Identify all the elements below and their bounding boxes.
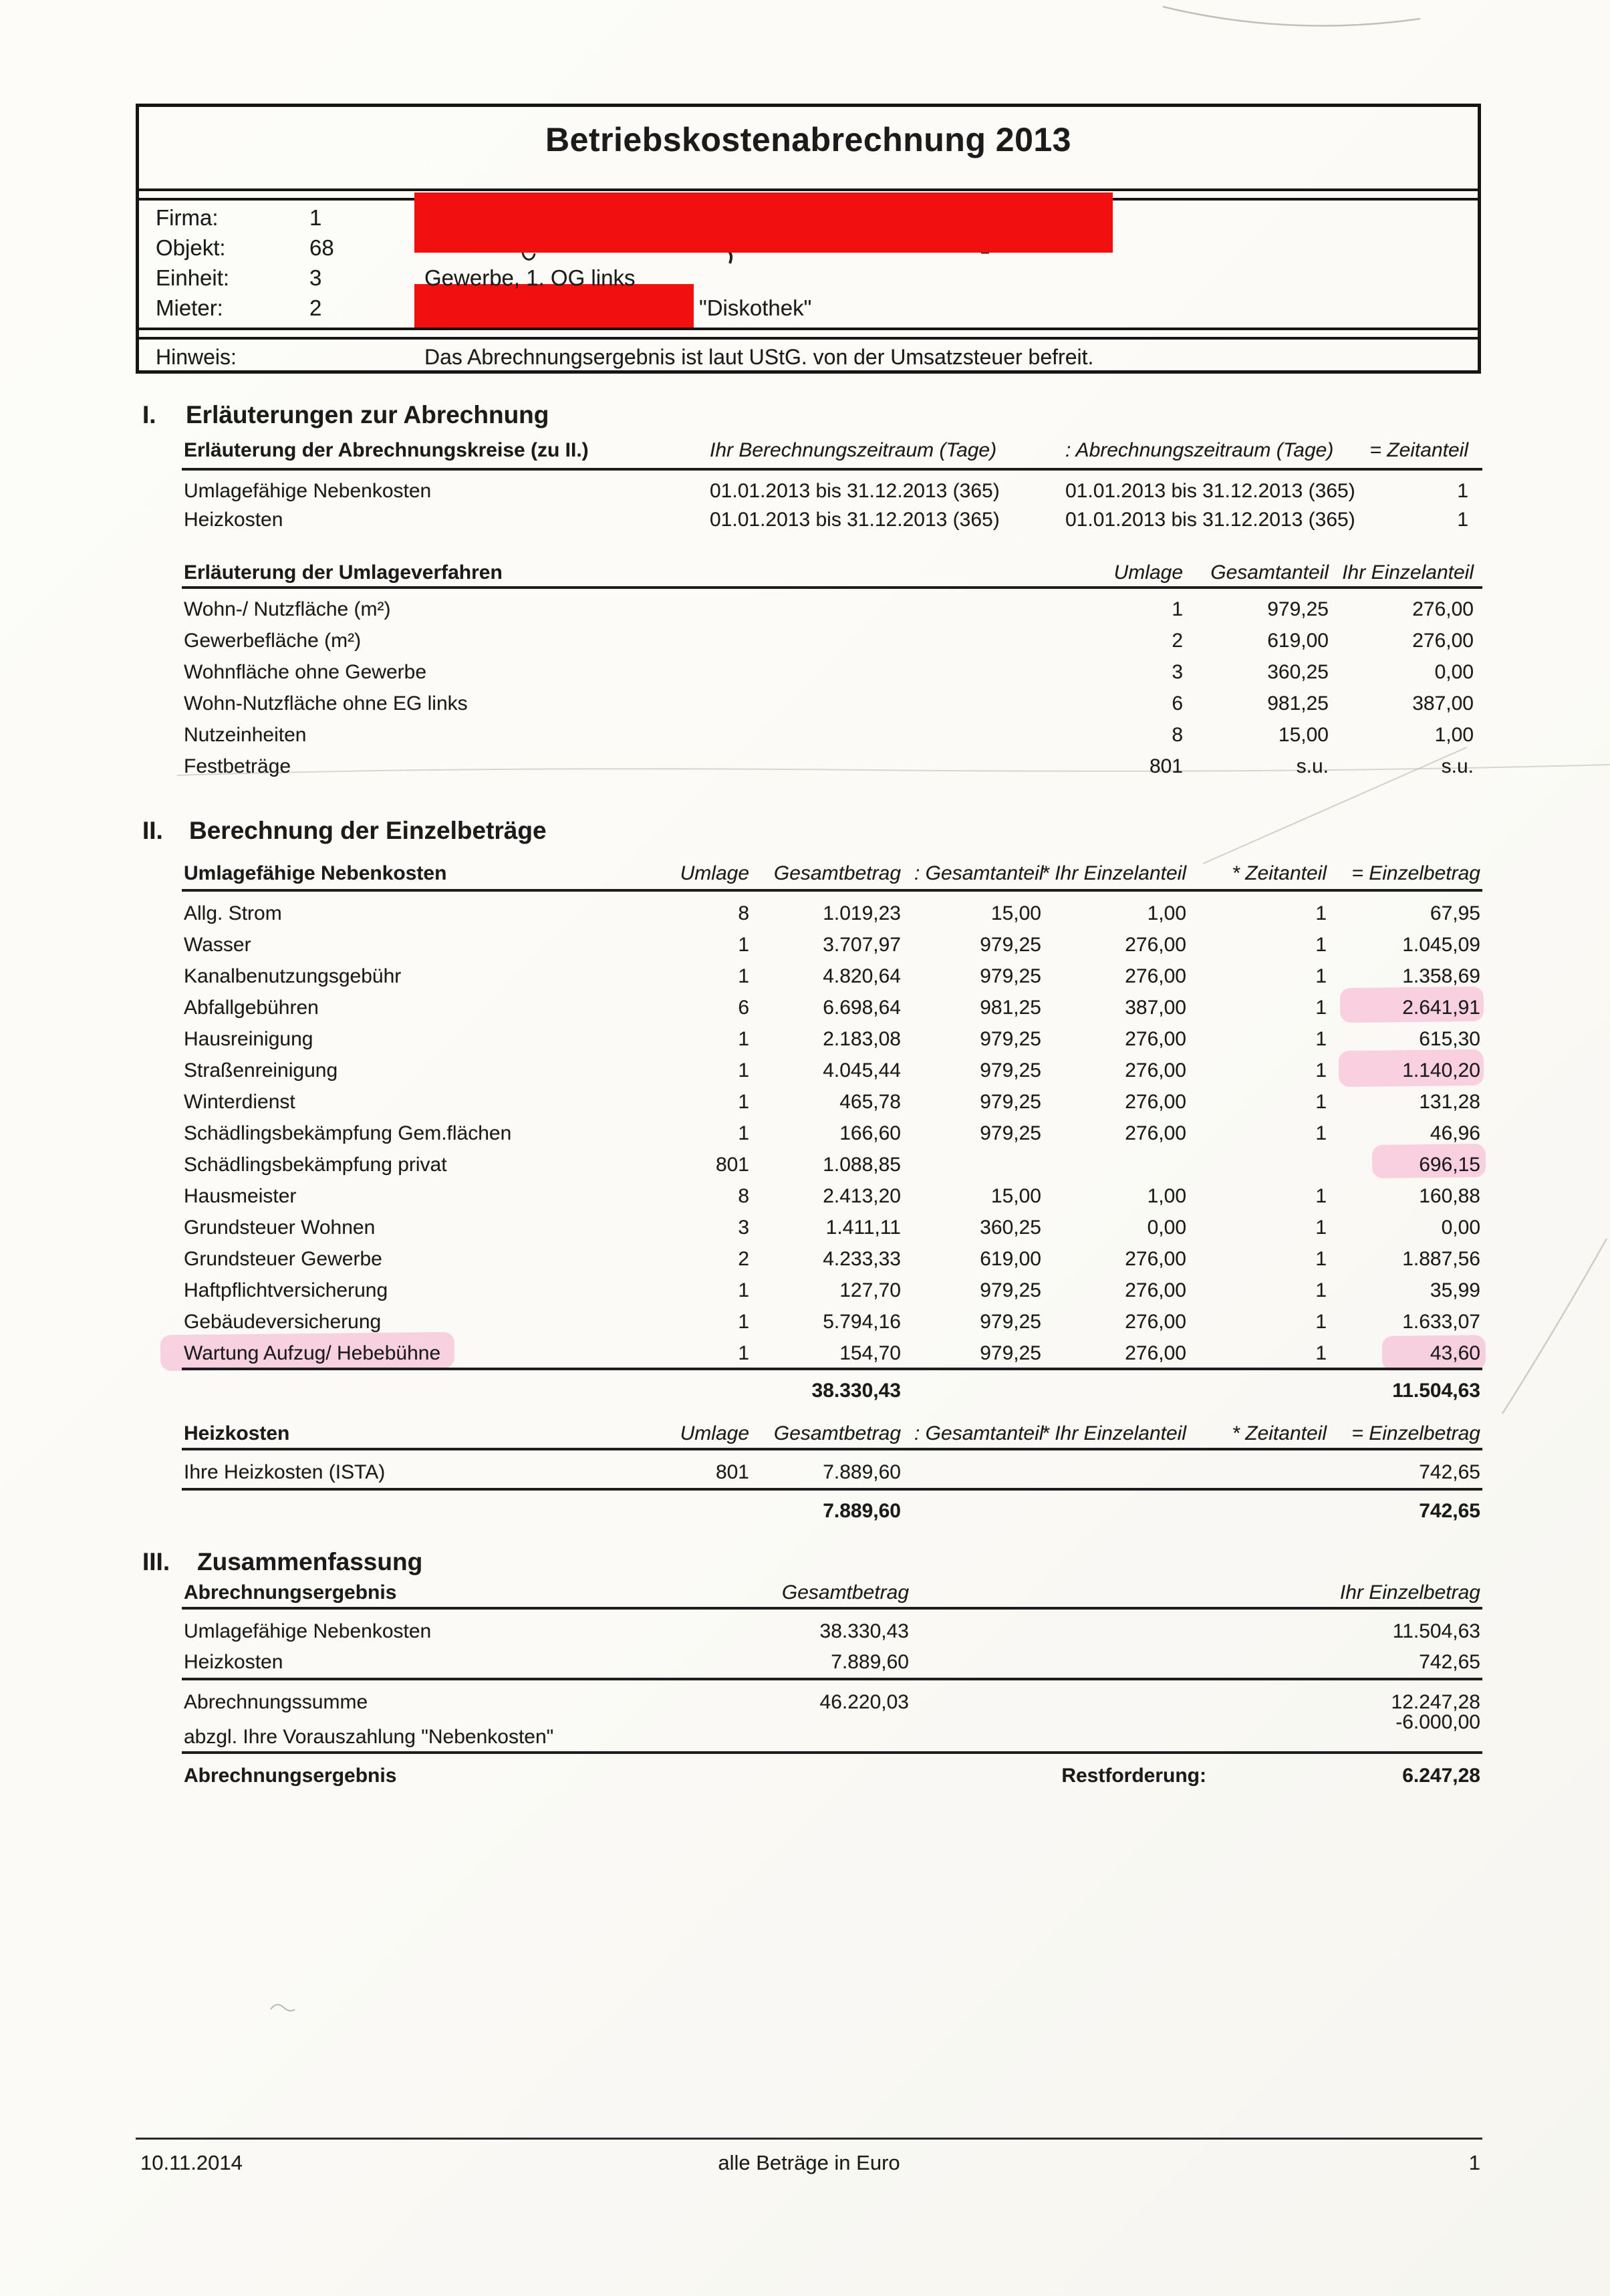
column-header: : Gesamtanteil (914, 1422, 1044, 1444)
document-title: Betriebskostenabrechnung 2013 (545, 121, 1071, 158)
footer-rule (136, 2138, 1482, 2140)
cell-einzelanteil: 1,00 (1147, 1185, 1186, 1207)
column-header: Ihr Einzelanteil (1342, 561, 1474, 584)
paper-crease-horizontal (177, 765, 1610, 775)
row-label: Umlagefähige Nebenkosten (184, 480, 432, 502)
cell-einzelanteil: 276,00 (1125, 934, 1186, 956)
row-label: Grundsteuer Gewerbe (184, 1248, 382, 1270)
column-header: Heizkosten (184, 1422, 290, 1444)
cell-einzelbetrag: 160,88 (1419, 1185, 1480, 1207)
cell-umlage: 1 (738, 1028, 749, 1050)
row-label: Grundsteuer Wohnen (184, 1217, 376, 1239)
cell-einzelanteil: 387,00 (1412, 692, 1474, 715)
footer-page-number: 1 (1468, 2151, 1480, 2174)
cell-einzelanteil: 276,00 (1125, 1028, 1186, 1050)
cell-einzelbetrag: 0,00 (1441, 1217, 1480, 1239)
paper-crease-right (1502, 1239, 1607, 1414)
cell-zeitraum: 01.01.2013 bis 31.12.2013 (365) (710, 480, 1000, 502)
row-label: Schädlingsbekämpfung privat (184, 1154, 447, 1176)
cell-zeitanteil: 1 (1315, 934, 1327, 956)
table-rule (182, 889, 1482, 892)
cell-einzelanteil: 387,00 (1125, 997, 1186, 1019)
cell-gesamtbetrag: 7.889,60 (823, 1461, 901, 1483)
result-label: Abrechnungsergebnis (184, 1765, 397, 1787)
column-header: Erläuterung der Umlageverfahren (184, 561, 503, 584)
cell-zeitanteil: 1 (1315, 1279, 1327, 1301)
cell-einzelbetrag: 131,28 (1419, 1091, 1480, 1113)
cell-gesamtbetrag: 6.698,64 (823, 997, 901, 1019)
cell-gesamtanteil: s.u. (1296, 755, 1329, 777)
cell-gesamtbetrag: 38.330,43 (819, 1620, 909, 1642)
row-label: Heizkosten (184, 509, 283, 531)
info-description: Gewerbe, 1. OG links (424, 265, 636, 290)
column-header: Umlagefähige Nebenkosten (184, 862, 447, 884)
cell-gesamtbetrag: 4.820,64 (823, 965, 901, 987)
footer-note: alle Beträge in Euro (718, 2151, 900, 2174)
cell-umlage: 1 (738, 1279, 749, 1301)
column-header: : Abrechnungszeitraum (Tage) (1065, 439, 1334, 461)
cell-einzelanteil: 276,00 (1125, 965, 1186, 987)
column-header: = Einzelbetrag (1351, 1422, 1480, 1444)
table-rule (182, 1751, 1482, 1754)
column-header: Ihr Einzelbetrag (1339, 1581, 1480, 1604)
cell-einzelanteil: 276,00 (1125, 1311, 1186, 1333)
table-rule (182, 1678, 1482, 1680)
cell-zeitanteil: 1 (1457, 480, 1468, 502)
cell-gesamtanteil: 979,25 (980, 1311, 1041, 1333)
info-value: 1 (309, 205, 322, 230)
column-header: * Zeitanteil (1232, 1422, 1327, 1444)
scanner-edge-curve (1163, 7, 1420, 26)
cell-zeitanteil: 1 (1315, 1091, 1327, 1113)
row-label: Wohn-Nutzfläche ohne EG links (184, 692, 468, 715)
cell-zeitanteil: 1 (1315, 1248, 1327, 1270)
column-header: Gesamtanteil (1210, 561, 1329, 584)
cell-zeitanteil: 1 (1315, 1028, 1327, 1050)
document-header-box (136, 104, 1481, 374)
cell-gesamtanteil: 981,25 (980, 997, 1041, 1019)
table-rule (182, 468, 1482, 471)
info-label: Firma: (156, 205, 219, 230)
column-header: = Einzelbetrag (1351, 862, 1480, 884)
total-gesamtbetrag: 38.330,43 (811, 1380, 901, 1402)
row-label: Wohnfläche ohne Gewerbe (184, 661, 427, 683)
cell-gesamtbetrag: 3.707,97 (823, 934, 901, 956)
cell-einzelanteil: 0,00 (1147, 1217, 1186, 1239)
table-rule (182, 1368, 1482, 1370)
column-header: Abrechnungsergebnis (184, 1581, 397, 1604)
row-label: Heizkosten (184, 1651, 283, 1673)
cell-einzelanteil: 276,00 (1125, 1059, 1186, 1081)
column-header: Gesamtbetrag (781, 1581, 909, 1604)
table-rule (182, 1448, 1482, 1450)
column-header: Umlage (1113, 561, 1183, 584)
section-title: Erläuterungen zur Abrechnung (186, 401, 549, 428)
cell-zeitanteil: 1 (1315, 1342, 1327, 1364)
cell-zeitanteil: 1 (1315, 1311, 1327, 1333)
cell-gesamtanteil: 979,25 (980, 1059, 1041, 1081)
redaction-bar-large (414, 193, 1113, 253)
column-header: Umlage (680, 1422, 749, 1444)
cell-gesamtanteil: 979,25 (980, 1342, 1041, 1364)
divider-line (138, 337, 1478, 340)
cell-umlage: 1 (738, 965, 749, 987)
table-rule (182, 586, 1482, 589)
cell-umlage: 801 (715, 1461, 749, 1483)
cell-einzelanteil: 0,00 (1434, 661, 1474, 683)
cell-einzelanteil: 1,00 (1434, 724, 1474, 746)
cell-einzelanteil: 276,00 (1125, 1342, 1186, 1364)
cell-umlage: 6 (1172, 692, 1183, 715)
cell-gesamtbetrag: 46.220,03 (819, 1691, 909, 1713)
footer-date: 10.11.2014 (140, 2151, 243, 2174)
row-label: Nutzeinheiten (184, 724, 307, 746)
cell-zeitanteil: 1 (1315, 1059, 1327, 1081)
cell-zeitanteil: 1 (1315, 997, 1327, 1019)
cell-gesamtbetrag: 1.088,85 (823, 1154, 901, 1176)
column-header: Umlage (680, 862, 749, 884)
cell-einzelbetrag: 1.358,69 (1402, 965, 1480, 987)
table-rule (182, 1607, 1482, 1610)
cell-gesamtbetrag: 4.233,33 (823, 1248, 901, 1270)
column-header: : Gesamtanteil (914, 862, 1044, 884)
cell-einzelanteil: 276,00 (1412, 598, 1474, 620)
section-numeral: I. (142, 401, 156, 428)
cell-einzelbetrag: 12.247,28 (1391, 1691, 1480, 1713)
info-label: Objekt: (156, 235, 226, 260)
row-label: Gewerbefläche (m²) (184, 630, 362, 652)
cell-gesamtanteil: 15,00 (990, 1185, 1041, 1207)
cell-umlage: 1 (738, 1342, 749, 1364)
cell-umlage: 8 (738, 902, 749, 924)
cell-einzelbetrag: 11.504,63 (1392, 1620, 1480, 1642)
total-einzelbetrag: 11.504,63 (1392, 1380, 1480, 1402)
cell-gesamtbetrag: 4.045,44 (823, 1059, 901, 1081)
cell-gesamtanteil: 360,25 (1267, 661, 1329, 683)
cell-zeitanteil: 1 (1315, 1185, 1327, 1207)
row-label: Wohn-/ Nutzfläche (m²) (184, 598, 391, 620)
cell-gesamtanteil: 979,25 (980, 1122, 1041, 1144)
cell-gesamtanteil: 979,25 (980, 934, 1041, 956)
cell-einzelbetrag: 742,65 (1419, 1651, 1480, 1673)
cell-umlage: 1 (738, 1311, 749, 1333)
cell-umlage: 801 (715, 1154, 749, 1176)
cell-umlage: 2 (1172, 630, 1183, 652)
row-label: Straßenreinigung (184, 1059, 338, 1081)
column-header: Ihr Berechnungszeitraum (Tage) (710, 439, 997, 461)
row-label: Umlagefähige Nebenkosten (184, 1620, 432, 1642)
cell-zeitanteil: 1 (1457, 509, 1468, 531)
row-label: Hausreinigung (184, 1028, 313, 1050)
cell-gesamtbetrag: 127,70 (839, 1279, 901, 1301)
cell-einzelbetrag: 1.633,07 (1402, 1311, 1480, 1333)
row-label: abzgl. Ihre Vorauszahlung "Nebenkosten" (184, 1726, 554, 1748)
cell-zeitanteil: 1 (1315, 1122, 1327, 1144)
row-label: Gebäudeversicherung (184, 1311, 382, 1333)
row-label: Hausmeister (184, 1185, 297, 1207)
column-header: Gesamtbetrag (773, 862, 901, 884)
cell-einzelbetrag: 742,65 (1419, 1461, 1480, 1483)
info-value: 68 (309, 235, 334, 260)
row-label: Allg. Strom (184, 902, 282, 924)
cell-gesamtanteil: 360,25 (980, 1217, 1041, 1239)
cell-zeitraum: 01.01.2013 bis 31.12.2013 (365) (710, 509, 1000, 531)
section-numeral: II. (142, 817, 163, 844)
cell-einzelanteil: s.u. (1441, 755, 1474, 777)
pencil-squiggle (271, 2005, 295, 2011)
info-label: Mieter: (156, 295, 223, 320)
cell-einzelanteil: 276,00 (1125, 1122, 1186, 1144)
cell-einzelbetrag: 2.641,91 (1402, 997, 1480, 1019)
cell-umlage: 3 (1172, 661, 1183, 683)
cell-umlage: 8 (738, 1185, 749, 1207)
cell-einzelbetrag: 1.045,09 (1402, 934, 1480, 956)
cell-gesamtbetrag: 7.889,60 (831, 1651, 909, 1673)
cell-gesamtbetrag: 166,60 (839, 1122, 901, 1144)
row-label: Wartung Aufzug/ Hebebühne (184, 1342, 441, 1364)
cell-zeitanteil: 1 (1315, 965, 1327, 987)
cell-umlage: 1 (1172, 598, 1183, 620)
cell-einzelanteil: 276,00 (1125, 1091, 1186, 1113)
cell-einzelbetrag: 1.140,20 (1402, 1059, 1480, 1081)
row-label: Abrechnungssumme (184, 1691, 368, 1713)
cell-umlage: 1 (738, 1059, 749, 1081)
paper-crease-diagonal (1203, 747, 1467, 864)
cell-umlage: 1 (738, 1122, 749, 1144)
cell-gesamtanteil: 15,00 (1278, 724, 1329, 746)
section-numeral: III. (142, 1548, 170, 1575)
section-title: Zusammenfassung (197, 1548, 423, 1575)
cell-einzelbetrag: 43,60 (1430, 1342, 1480, 1364)
cell-einzelbetrag: 67,95 (1430, 902, 1480, 924)
cell-umlage: 8 (1172, 724, 1183, 746)
info-value: 3 (309, 265, 322, 290)
row-label: Kanalbenutzungsgebühr (184, 965, 402, 987)
cell-umlage: 1 (738, 1091, 749, 1113)
restforderung-label: Restforderung: (1061, 1765, 1206, 1787)
column-header: Erläuterung der Abrechnungskreise (zu II.) (184, 439, 589, 461)
row-label: Festbeträge (184, 755, 291, 777)
cell-umlage: 6 (738, 997, 749, 1019)
column-header: Gesamtbetrag (773, 1422, 901, 1444)
cell-einzelanteil: 276,00 (1125, 1279, 1186, 1301)
row-label: Wasser (184, 934, 251, 956)
cell-gesamtanteil: 979,25 (980, 965, 1041, 987)
info-description: "Diskothek" (699, 295, 812, 320)
cell-gesamtanteil: 979,25 (980, 1091, 1041, 1113)
cell-gesamtbetrag: 154,70 (839, 1342, 901, 1364)
cell-umlage: 1 (738, 934, 749, 956)
row-label: Ihre Heizkosten (ISTA) (184, 1461, 386, 1483)
cell-einzelbetrag: 615,30 (1419, 1028, 1480, 1050)
row-label: Haftpflichtversicherung (184, 1279, 388, 1301)
cell-einzelbetrag: -6.000,00 (1395, 1711, 1480, 1733)
cell-gesamtanteil: 619,00 (980, 1248, 1041, 1270)
cell-einzelbetrag: 46,96 (1430, 1122, 1480, 1144)
divider-line (138, 328, 1478, 330)
total-einzelbetrag: 742,65 (1419, 1500, 1480, 1522)
column-header: * Zeitanteil (1232, 862, 1327, 884)
cell-zeitanteil: 1 (1315, 902, 1327, 924)
section-title: Berechnung der Einzelbeträge (189, 817, 547, 844)
cell-einzelbetrag: 696,15 (1419, 1154, 1480, 1176)
cell-gesamtbetrag: 2.183,08 (823, 1028, 901, 1050)
column-header: * Ihr Einzelanteil (1041, 862, 1186, 884)
cell-umlage: 801 (1149, 755, 1183, 777)
row-label: Schädlingsbekämpfung Gem.flächen (184, 1122, 512, 1144)
info-value: 2 (309, 295, 322, 320)
divider-line (138, 188, 1478, 191)
cell-einzelanteil: 276,00 (1412, 630, 1474, 652)
cell-einzelanteil: 1,00 (1147, 902, 1186, 924)
column-header: = Zeitanteil (1369, 439, 1468, 461)
cell-gesamtanteil: 619,00 (1267, 630, 1329, 652)
cell-gesamtbetrag: 1.411,11 (825, 1217, 901, 1239)
cell-gesamtbetrag: 2.413,20 (823, 1185, 901, 1207)
cell-zeitanteil: 1 (1315, 1217, 1327, 1239)
hinweis-text: Das Abrechnungsergebnis ist laut UStG. von der Umsatzsteuer befreit. (424, 345, 1094, 369)
cell-gesamtbetrag: 465,78 (839, 1091, 901, 1113)
cell-gesamtbetrag: 1.019,23 (823, 902, 901, 924)
cell-gesamtanteil: 979,25 (980, 1028, 1041, 1050)
cell-gesamtanteil: 15,00 (990, 902, 1041, 924)
cell-umlage: 2 (738, 1248, 749, 1270)
cell-gesamtbetrag: 5.794,16 (823, 1311, 901, 1333)
cell-umlage: 3 (738, 1217, 749, 1239)
cell-einzelanteil: 276,00 (1125, 1248, 1186, 1270)
cell-gesamtanteil: 979,25 (1267, 598, 1329, 620)
cell-abrechnungszeitraum: 01.01.2013 bis 31.12.2013 (365) (1065, 509, 1355, 531)
cell-gesamtanteil: 981,25 (1267, 692, 1329, 715)
hinweis-label: Hinweis: (156, 345, 237, 369)
cell-einzelbetrag: 35,99 (1430, 1279, 1480, 1301)
column-header: * Ihr Einzelanteil (1041, 1422, 1186, 1444)
cell-einzelbetrag: 1.887,56 (1402, 1248, 1480, 1270)
cell-abrechnungszeitraum: 01.01.2013 bis 31.12.2013 (365) (1065, 480, 1355, 502)
row-label: Abfallgebühren (184, 997, 319, 1019)
total-gesamtbetrag: 7.889,60 (823, 1500, 901, 1522)
row-label: Winterdienst (184, 1091, 295, 1113)
result-value: 6.247,28 (1402, 1765, 1480, 1787)
table-rule (182, 1488, 1482, 1491)
info-label: Einheit: (156, 265, 230, 290)
cell-gesamtanteil: 979,25 (980, 1279, 1041, 1301)
